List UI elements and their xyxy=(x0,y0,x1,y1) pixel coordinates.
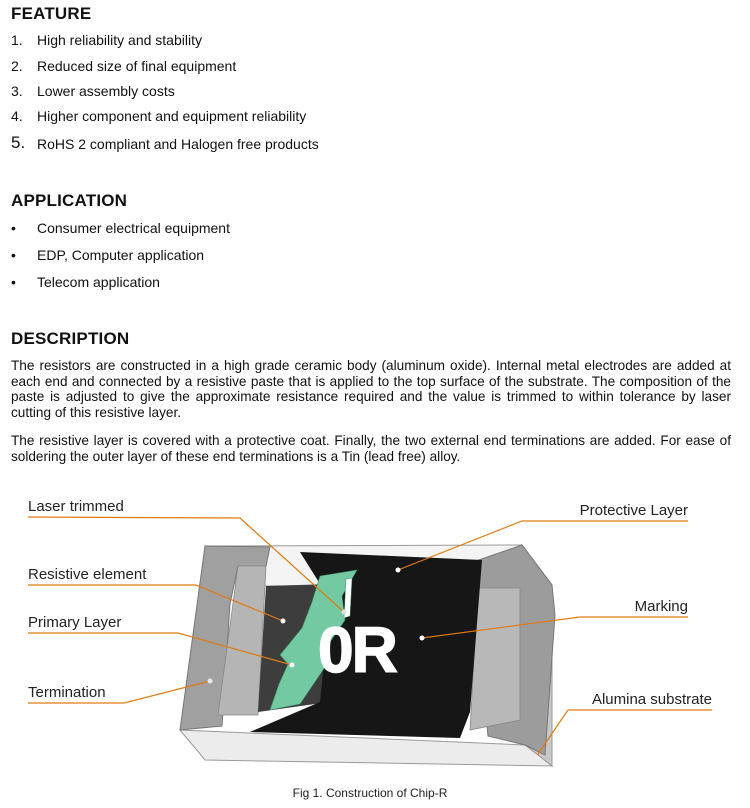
leader-line-alumina-substrate xyxy=(536,710,712,757)
label-laser-trimmed: Laser trimmed xyxy=(28,498,124,515)
leader-dot xyxy=(420,636,425,641)
label-alumina-substrate: Alumina substrate xyxy=(591,691,712,708)
label-resistive-element: Resistive element xyxy=(28,566,147,583)
leader-dot xyxy=(396,568,401,573)
leader-dot xyxy=(281,619,286,624)
feature-list xyxy=(11,32,319,162)
chip-resistor-figure xyxy=(0,480,750,808)
description-heading: DESCRIPTION xyxy=(11,329,130,348)
feature-item: 4. Higher component and equipment reliability xyxy=(11,108,307,124)
application-item: • Consumer electrical equipment xyxy=(11,220,230,236)
figure-caption: Fig 1. Construction of Chip-R xyxy=(292,786,448,800)
chip-marking: 0R xyxy=(318,614,396,686)
application-heading: APPLICATION xyxy=(11,191,128,210)
feature-item: 5. RoHS 2 compliant and Halogen free products xyxy=(11,133,319,152)
leader-dot xyxy=(290,663,295,668)
feature-item: 3. Lower assembly costs xyxy=(11,83,175,99)
chip-resistor-illustration xyxy=(180,545,555,766)
label-termination: Termination xyxy=(28,684,106,701)
application-item: • EDP, Computer application xyxy=(11,247,205,263)
leader-dot xyxy=(208,679,213,684)
description-paragraph: The resistive layer is covered with a protective coat. Finally, the two external end terminations are added. For ease of soldering the outer layer of these end terminations is a Tin (lead free) alloy. xyxy=(11,433,731,464)
label-marking: Marking xyxy=(634,598,688,615)
description-paragraph: The resistors are constructed in a high grade ceramic body (aluminum oxide). Internal metal electrodes are added at each end and connected by a resistive paste that is applied to the top surface of the substrate. The composition of the paste is adjusted to give the approximate resistance required and the value is trimmed to within tolerance by laser cutting of this resistive layer. xyxy=(11,358,731,420)
feature-item: 1. High reliability and stability xyxy=(11,32,202,48)
application-list xyxy=(11,220,230,300)
leader-dot xyxy=(342,610,347,615)
label-protective-layer: Protective Layer xyxy=(579,502,688,519)
label-primary-layer: Primary Layer xyxy=(28,614,122,631)
leader-dot xyxy=(534,755,539,760)
feature-item: 2. Reduced size of final equipment xyxy=(11,58,237,74)
application-item: • Telecom application xyxy=(11,274,160,290)
feature-heading: FEATURE xyxy=(11,4,92,23)
